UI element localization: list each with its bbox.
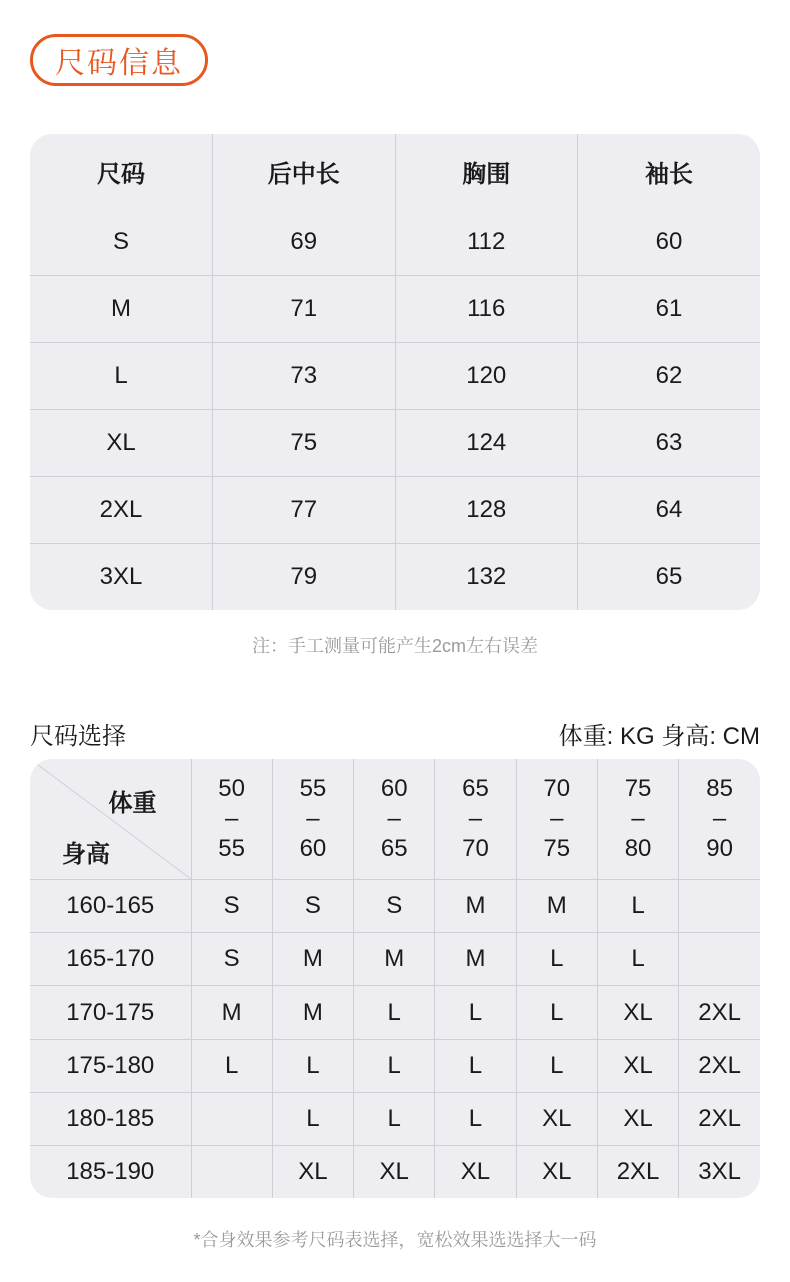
- size-selection-heading: 尺码选择: [30, 723, 126, 750]
- weight-range-header: [354, 759, 435, 880]
- weight-range-from: 70: [543, 775, 571, 802]
- recommended-size-cell: L: [354, 1092, 435, 1145]
- weight-range-dash: –: [550, 805, 564, 832]
- recommended-size-cell: 2XL: [597, 1146, 678, 1198]
- measurement-cell: 75: [213, 409, 396, 476]
- weight-range-from: 50: [218, 775, 245, 802]
- measurement-cell: 3XL: [30, 544, 213, 610]
- weight-range-dash: –: [387, 805, 401, 832]
- recommended-size-cell: XL: [516, 1092, 597, 1145]
- recommended-size-cell: L: [272, 1092, 353, 1145]
- measurement-cell: 77: [213, 477, 396, 544]
- size-info-title: 尺码信息: [55, 47, 183, 80]
- recommended-size-cell: [679, 880, 760, 933]
- measurement-cell: 71: [213, 275, 396, 342]
- recommended-size-cell: L: [597, 933, 678, 986]
- measurement-cell: XL: [30, 409, 213, 476]
- measurement-cell: 124: [395, 409, 578, 476]
- recommended-size-cell: [679, 933, 760, 986]
- weight-range-header: [191, 759, 272, 880]
- recommended-size-cell: L: [516, 986, 597, 1039]
- weight-range-to: 80: [624, 835, 652, 862]
- measurement-row: [30, 209, 760, 275]
- size-selection-table: [30, 759, 760, 1198]
- size-selection-card: [30, 759, 760, 1198]
- recommended-size-cell: S: [354, 880, 435, 933]
- measurement-header-row: [30, 134, 760, 209]
- measurement-cell: L: [30, 342, 213, 409]
- recommended-size-cell: M: [191, 986, 272, 1039]
- weight-range-dash: –: [224, 805, 239, 832]
- recommended-size-cell: L: [191, 1039, 272, 1092]
- recommended-size-cell: L: [597, 880, 678, 933]
- recommended-size-cell: M: [272, 986, 353, 1039]
- measurement-cell: 63: [578, 409, 761, 476]
- recommended-size-cell: M: [435, 933, 516, 986]
- header-sleeve: 袖长: [645, 161, 693, 188]
- recommended-size-cell: S: [272, 880, 353, 933]
- measurement-cell: 60: [578, 209, 761, 275]
- weight-range-to: 55: [218, 835, 245, 862]
- height-axis-label: 身高: [62, 841, 110, 868]
- height-row: [30, 880, 760, 933]
- weight-range-header: [435, 759, 516, 880]
- recommended-size-cell: L: [516, 1039, 597, 1092]
- height-range-cell: 165-170: [30, 933, 191, 986]
- weight-range-from: 75: [624, 775, 652, 802]
- measurement-cell: S: [30, 209, 213, 275]
- recommended-size-cell: XL: [597, 1039, 678, 1092]
- size-info-title-badge: [30, 34, 208, 86]
- header-back-length: 后中长: [213, 134, 396, 209]
- recommended-size-cell: XL: [435, 1146, 516, 1198]
- recommended-size-cell: L: [435, 986, 516, 1039]
- measurement-cell: 65: [655, 563, 683, 591]
- recommended-size-cell: XL: [597, 1092, 678, 1145]
- recommended-size-cell: 3XL: [698, 1158, 741, 1186]
- height-row: [30, 1039, 760, 1092]
- recommended-size-cell: [191, 1146, 272, 1198]
- weight-range-dash: –: [631, 805, 645, 832]
- corner-cell: [30, 759, 191, 880]
- recommended-size-cell: 2XL: [679, 986, 760, 1039]
- weight-range-to: 70: [462, 835, 489, 862]
- recommended-size-cell: XL: [516, 1146, 597, 1198]
- recommended-size-cell: M: [435, 880, 516, 933]
- measurement-cell: 61: [578, 275, 761, 342]
- selection-note: *合身效果参考尺码表选择，宽松效果选选择大一码: [193, 1230, 597, 1250]
- recommended-size-cell: S: [191, 933, 272, 986]
- height-range-cell: 185-190: [30, 1146, 191, 1198]
- measurement-table-card: [30, 134, 760, 610]
- recommended-size-cell: XL: [272, 1146, 353, 1198]
- measurement-cell: M: [30, 275, 213, 342]
- measurement-table: [30, 134, 760, 610]
- height-range-cell: 175-180: [30, 1039, 191, 1092]
- measurement-cell: 69: [213, 209, 396, 275]
- height-range-cell: 170-175: [30, 986, 191, 1039]
- recommended-size-cell: L: [435, 1092, 516, 1145]
- recommended-size-cell: S: [191, 880, 272, 933]
- recommended-size-cell: [191, 1092, 272, 1145]
- measurement-cell: 62: [578, 342, 761, 409]
- measurement-cell: 2XL: [30, 477, 213, 544]
- recommended-size-cell: XL: [354, 1146, 435, 1198]
- recommended-size-cell: M: [272, 933, 353, 986]
- weight-range-dash: –: [712, 805, 727, 832]
- weight-range-to: 60: [299, 835, 327, 862]
- weight-range-to: 75: [543, 835, 571, 862]
- measurement-cell: 64: [578, 477, 761, 544]
- height-row: [30, 986, 760, 1039]
- weight-range-from: 60: [380, 775, 408, 802]
- recommended-size-cell: L: [354, 1039, 435, 1092]
- height-row: [30, 1146, 760, 1198]
- weight-range-header: [679, 759, 760, 880]
- measurement-row: [30, 275, 760, 342]
- units-label: 体重: KG 身高: CM: [558, 723, 760, 750]
- measurement-cell: 128: [395, 477, 578, 544]
- recommended-size-cell: M: [516, 880, 597, 933]
- recommended-size-cell: 2XL: [679, 1039, 760, 1092]
- measurement-row: [30, 409, 760, 476]
- measurement-row: [30, 477, 760, 544]
- recommended-size-cell: M: [354, 933, 435, 986]
- weight-header-row: [30, 759, 760, 880]
- header-chest: 胸围: [395, 134, 578, 209]
- recommended-size-cell: XL: [597, 986, 678, 1039]
- recommended-size-cell: L: [354, 986, 435, 1039]
- measurement-cell: 116: [395, 275, 578, 342]
- height-range-cell: 160-165: [30, 880, 191, 933]
- weight-axis-label: 体重: [108, 790, 157, 817]
- measurement-cell: 120: [395, 342, 578, 409]
- weight-range-dash: –: [306, 805, 320, 832]
- weight-range-header: [597, 759, 678, 880]
- weight-range-from: 85: [706, 775, 733, 802]
- header-size: 尺码: [30, 134, 213, 209]
- measurement-cell: 112: [395, 209, 578, 275]
- weight-range-to: 90: [706, 835, 733, 862]
- recommended-size-cell: L: [272, 1039, 353, 1092]
- measurement-row: [30, 342, 760, 409]
- measurement-row: [30, 544, 760, 610]
- weight-range-header: [272, 759, 353, 880]
- diagonal-divider: [30, 759, 191, 879]
- height-range-cell: 180-185: [30, 1092, 191, 1145]
- weight-range-from: 65: [462, 775, 489, 802]
- height-row: [30, 933, 760, 986]
- measurement-cell: 132: [395, 544, 578, 610]
- recommended-size-cell: L: [435, 1039, 516, 1092]
- measurement-cell: 73: [213, 342, 396, 409]
- measurement-note: 注：手工测量可能产生2cm左右误差: [251, 636, 538, 656]
- weight-range-header: [516, 759, 597, 880]
- weight-range-dash: –: [468, 805, 483, 832]
- measurement-cell: 79: [213, 544, 396, 610]
- recommended-size-cell: 2XL: [679, 1092, 760, 1145]
- weight-range-to: 65: [380, 835, 408, 862]
- recommended-size-cell: L: [516, 933, 597, 986]
- height-row: [30, 1092, 760, 1145]
- weight-range-from: 55: [299, 775, 327, 802]
